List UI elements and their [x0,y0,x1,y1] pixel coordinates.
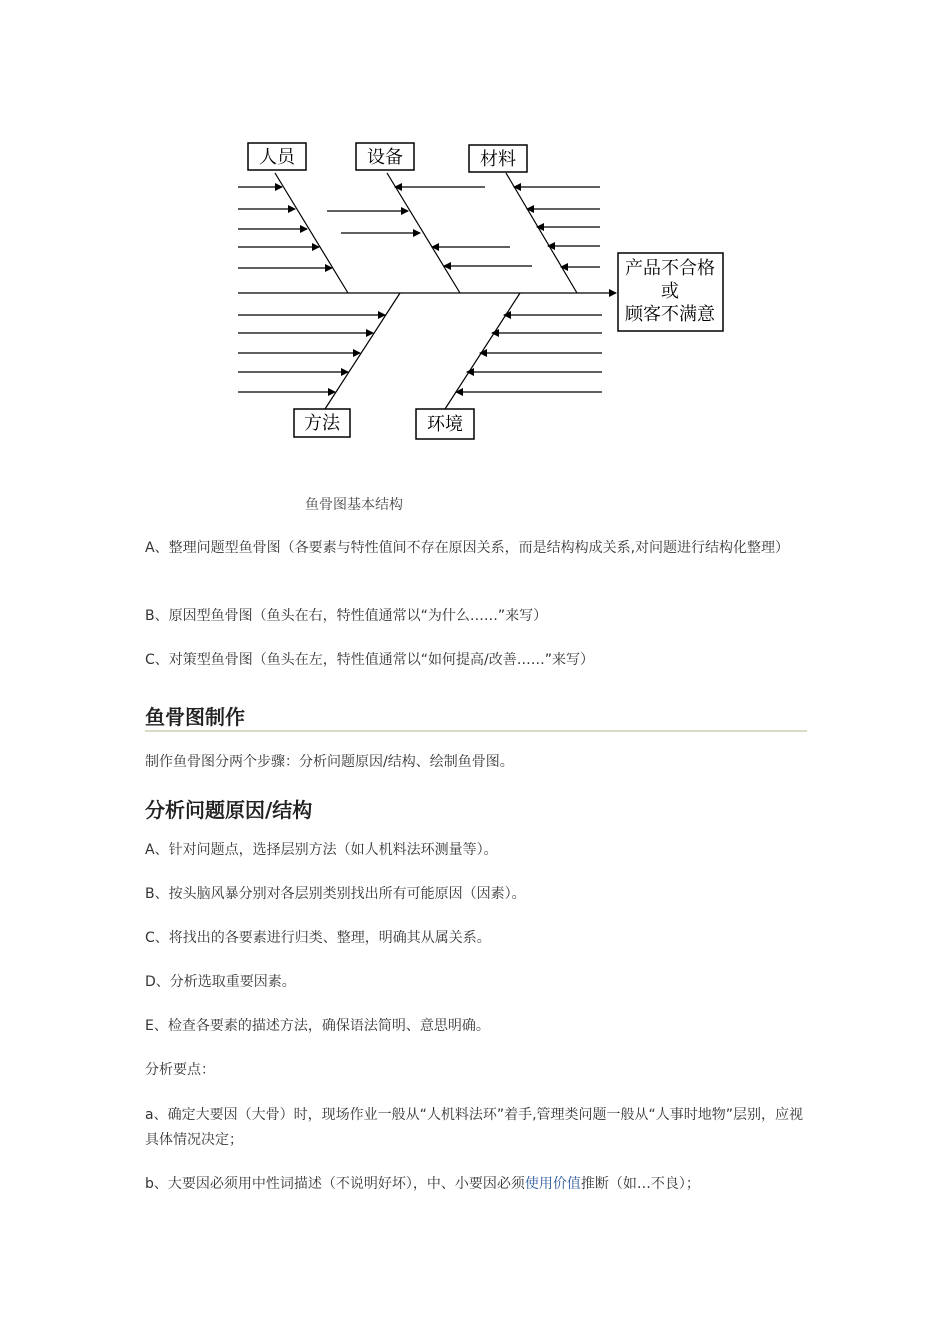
use-value-link[interactable]: 使用价值 [524,1176,581,1192]
bone-method [325,293,400,409]
step-c: C、将找出的各要素进行归类、整理，明确其从属关系。 [145,930,491,946]
head-line-2: 或 [661,281,679,302]
section-title-making: 鱼骨图制作 [145,705,245,729]
step-e: E、检查各要素的描述方法，确保语法简明、意思明确。 [145,1018,490,1034]
head-line-1: 产品不合格 [625,258,715,279]
bone-people [275,173,348,293]
point-b-text-2: 推断（如…不良）； [580,1176,700,1192]
head-line-3: 顾客不满意 [625,304,715,325]
section-divider [145,730,807,732]
points-label: 分析要点： [145,1062,215,1078]
type-c: C、对策型鱼骨图（鱼头在左，特性值通常以“如何提高/改善……”来写） [145,652,594,668]
label-environment: 环境 [427,414,463,435]
type-b: B、原因型鱼骨图（鱼头在右，特性值通常以“为什么……”来写） [145,608,548,624]
bone-material [506,173,577,293]
type-a: A、整理问题型鱼骨图（各要素与特性值间不存在原因关系，而是结构构成关系,对问题进行结构化整理） [145,540,790,556]
step-a: A、针对问题点，选择层别方法（如人机料法环测量等）。 [145,842,498,858]
step-b: B、按头脑风暴分别对各层别类别找出所有可能原因（因素）。 [145,886,526,902]
point-b-text-1: b、大要因必须用中性词描述（不说明好坏），中、小要因必须 [145,1176,525,1192]
diagram-caption: 鱼骨图基本结构 [305,497,403,513]
label-equipment: 设备 [367,147,403,168]
section-title-analysis: 分析问题原因/结构 [145,798,313,822]
label-people: 人员 [259,147,295,168]
making-intro: 制作鱼骨图分两个步骤：分析问题原因/结构、绘制鱼骨图。 [145,754,514,770]
point-a: a、确定大要因（大骨）时，现场作业一般从“人机料法环”着手,管理类问题一般从“人事时地物”层别，应视具体情况决定； [145,1107,804,1148]
label-method: 方法 [304,413,340,434]
point-b [145,1172,810,1197]
step-d: D、分析选取重要因素。 [145,974,296,990]
label-material: 材料 [480,149,516,170]
fishbone-diagram [230,135,730,445]
